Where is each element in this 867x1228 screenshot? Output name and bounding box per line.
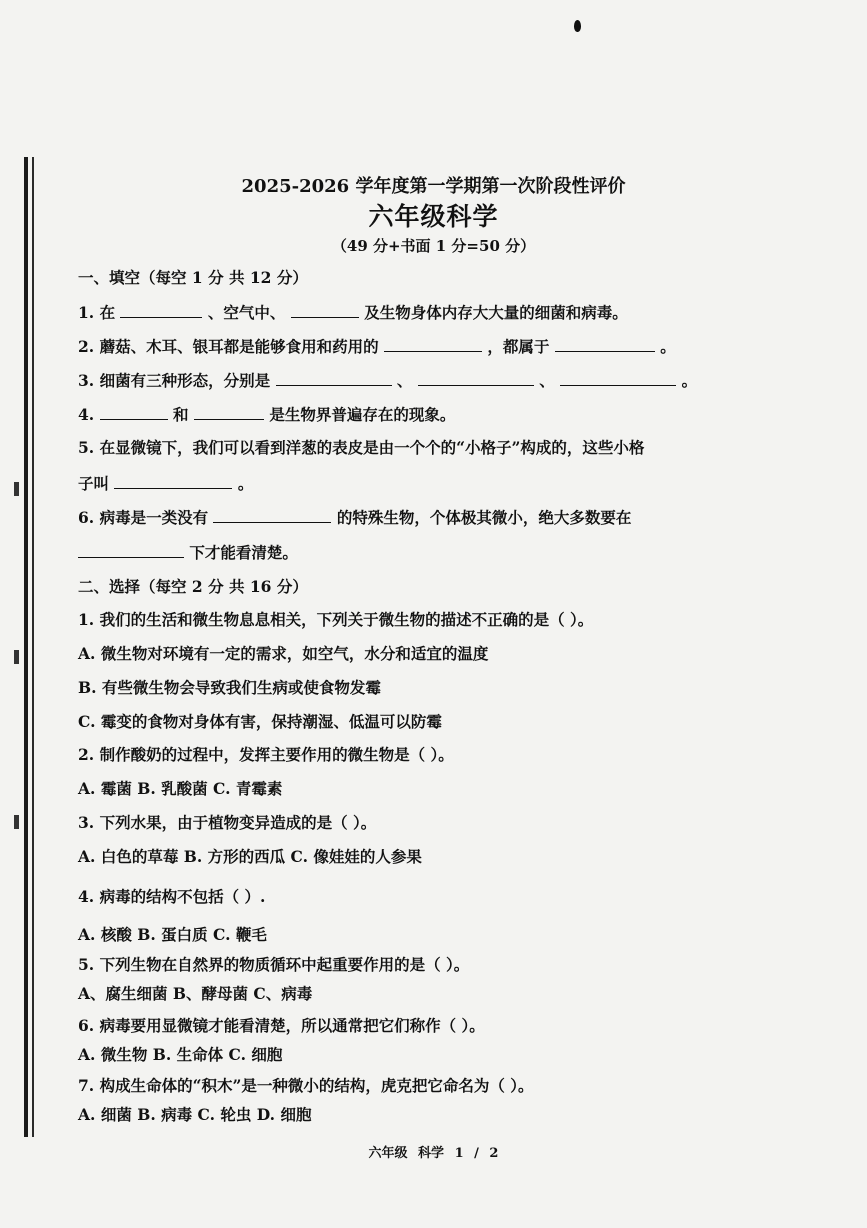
choice-option[interactable]: A. 微生物对环境有一定的需求，如空气，水分和适宜的温度	[78, 644, 489, 663]
choice-options[interactable]: A. 白色的草莓 B. 方形的西瓜 C. 像娃娃的人参果	[78, 847, 422, 866]
choice-question-2: 2. 制作酸奶的过程中，发挥主要作用的微生物是（ ）。	[78, 745, 454, 764]
question-6-fill-line2: 下才能看清楚。	[78, 541, 298, 563]
question-3-fill: 3. 细菌有三种形态，分别是 、 、 。	[78, 371, 698, 390]
question-5-fill-line1: 5. 在显微镜下，我们可以看到洋葱的表皮是由一个个的“小格子”构成的，这些小格	[78, 438, 645, 457]
answer-blank[interactable]	[194, 405, 264, 420]
answer-blank[interactable]	[114, 474, 232, 489]
choice-options[interactable]: A. 霉菌 B. 乳酸菌 C. 青霉素	[78, 779, 283, 798]
question-4-fill: 4. 和 是生物界普遍存在的现象。	[78, 405, 456, 424]
answer-blank[interactable]	[418, 371, 534, 386]
binding-mark	[14, 815, 19, 829]
choice-options[interactable]: A. 细菌 B. 病毒 C. 轮虫 D. 细胞	[78, 1105, 312, 1124]
choice-question-6: 6. 病毒要用显微镜才能看清楚，所以通常把它们称作（ ）。	[78, 1016, 485, 1035]
choice-options[interactable]: A、腐生细菌 B、酵母菌 C、病毒	[78, 984, 313, 1003]
answer-blank[interactable]	[276, 371, 392, 386]
answer-blank[interactable]	[384, 337, 482, 352]
choice-question-7: 7. 构成生命体的“积木”是一种微小的结构，虎克把它命名为（ ）。	[78, 1076, 534, 1095]
answer-blank[interactable]	[100, 405, 168, 420]
answer-blank[interactable]	[120, 303, 202, 318]
exam-subject: 六年级科学	[368, 202, 499, 231]
choice-question-3: 3. 下列水果，由于植物变异造成的是（ ）。	[78, 813, 377, 832]
exam-title: 2025-2026 学年度第一学期第一次阶段性评价	[241, 176, 626, 197]
question-6-fill-line1: 6. 病毒是一类没有 的特殊生物，个体极其微小，绝大多数要在	[78, 508, 632, 527]
choice-question-1: 1. 我们的生活和微生物息息相关，下列关于微生物的描述不正确的是（ ）。	[78, 610, 594, 629]
binding-mark	[14, 482, 19, 496]
answer-blank[interactable]	[78, 543, 184, 558]
ink-spot	[574, 20, 581, 32]
question-5-fill-line2: 子叫 。	[78, 474, 254, 493]
choice-question-4: 4. 病毒的结构不包括（ ）.	[78, 887, 266, 906]
choice-option[interactable]: B. 有些微生物会导致我们生病或使食物发霉	[78, 678, 381, 697]
section-heading-fill-in: 一、填空（每空 1 分 共 12 分）	[78, 268, 308, 287]
question-1-fill: 1. 在 、空气中、 及生物身体内存大大量的细菌和病毒。	[78, 303, 628, 322]
question-2-fill: 2. 蘑菇、木耳、银耳都是能够食用和药用的 ，都属于 。	[78, 337, 676, 356]
score-note: （49 分+书面 1 分=50 分）	[331, 237, 536, 255]
choice-question-5: 5. 下列生物在自然界的物质循环中起重要作用的是（ ）。	[78, 955, 470, 974]
answer-blank[interactable]	[555, 337, 655, 352]
choice-options[interactable]: A. 微生物 B. 生命体 C. 细胞	[78, 1045, 283, 1064]
answer-blank[interactable]	[291, 303, 359, 318]
binding-mark	[14, 650, 19, 664]
binding-line-thick	[24, 157, 28, 1137]
choice-option[interactable]: C. 霉变的食物对身体有害，保持潮湿、低温可以防霉	[78, 712, 442, 731]
answer-blank[interactable]	[560, 371, 676, 386]
section-heading-choice: 二、选择（每空 2 分 共 16 分）	[78, 577, 308, 596]
choice-options[interactable]: A. 核酸 B. 蛋白质 C. 鞭毛	[78, 925, 267, 944]
page-footer: 六年级 科学 1 / 2	[368, 1146, 499, 1161]
answer-blank[interactable]	[213, 508, 331, 523]
binding-line-thin	[32, 157, 34, 1137]
